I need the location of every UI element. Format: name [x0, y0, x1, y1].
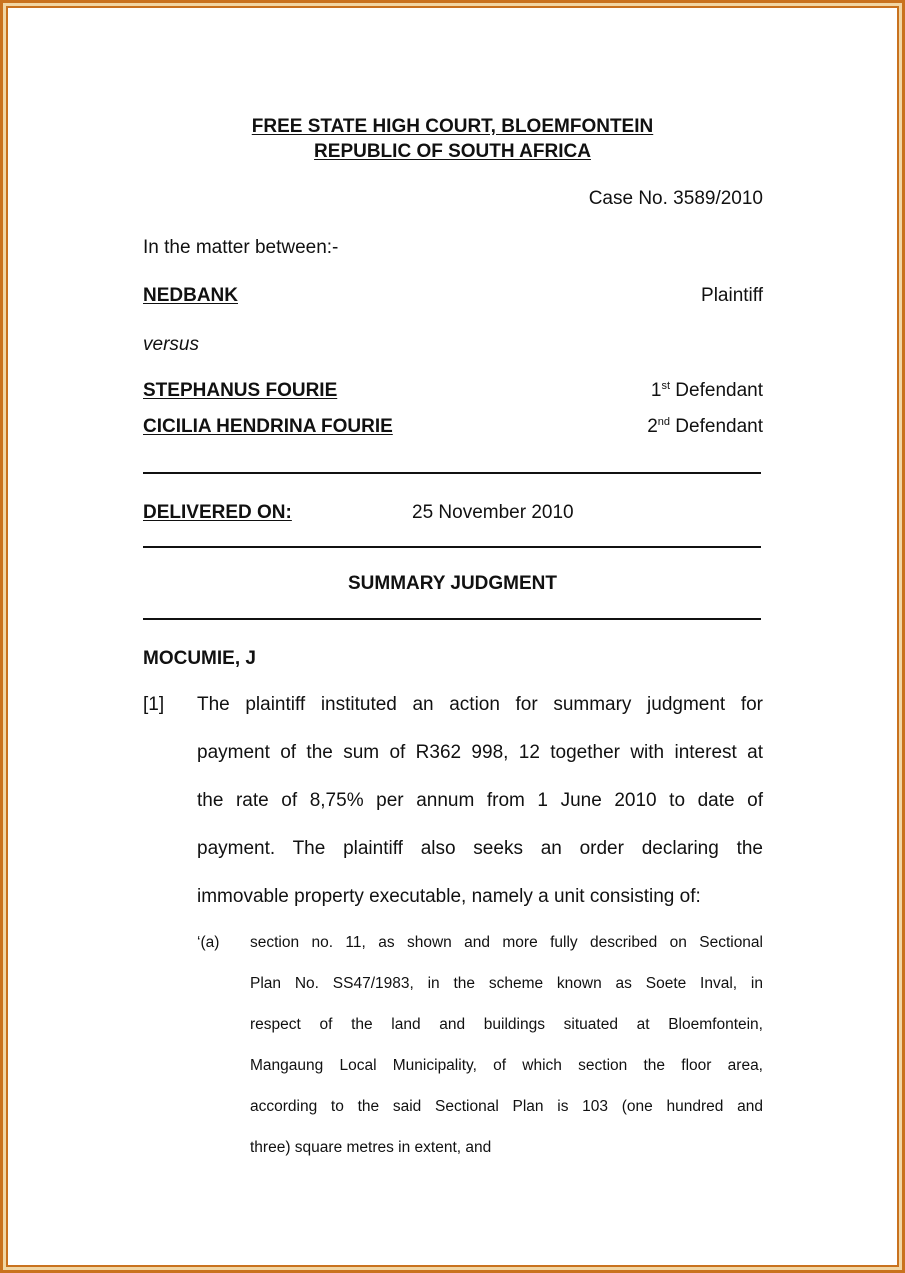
subparagraph-line: three) square metres in extent, and — [250, 1139, 492, 1156]
paragraph-line: payment of the sum of R362 998, 12 together with interest at — [197, 742, 763, 763]
case-number: Case No. 3589/2010 — [588, 188, 763, 209]
defendant2-role: 2nd Defendant — [647, 416, 763, 437]
subparagraph-line: Mangaung Local Municipality, of which section the floor area, — [250, 1057, 763, 1074]
divider — [143, 618, 761, 620]
paragraph-line: the rate of 8,75% per annum from 1 June 2010 to date of — [197, 790, 763, 811]
subparagraph-line: respect of the land and buildings situated at Bloemfontein, — [250, 1016, 763, 1033]
delivered-label: DELIVERED ON: — [143, 502, 292, 523]
divider — [143, 472, 761, 474]
divider — [143, 546, 761, 548]
paragraph-line: payment. The plaintiff also seeks an order declaring the — [197, 838, 763, 859]
judge-name: MOCUMIE, J — [143, 648, 256, 669]
judgment-title: SUMMARY JUDGMENT — [347, 573, 557, 594]
delivered-date: 25 November 2010 — [412, 502, 574, 523]
court-name: FREE STATE HIGH COURT, BLOEMFONTEIN — [251, 116, 654, 137]
versus: versus — [143, 334, 199, 355]
paragraph-line: The plaintiff instituted an action for summary judgment for — [197, 694, 763, 715]
paragraph-line: immovable property executable, namely a unit consisting of: — [197, 886, 701, 907]
subparagraph-line: according to the said Sectional Plan is 103 (one hundred and — [250, 1098, 763, 1115]
defendant1-name: STEPHANUS FOURIE — [143, 380, 338, 401]
subparagraph-label: ‘(a) — [197, 934, 220, 951]
plaintiff-role: Plaintiff — [701, 285, 763, 306]
subparagraph-line: Plan No. SS47/1983, in the scheme known as Soete Inval, in — [250, 975, 763, 992]
defendant2-name: CICILIA HENDRINA FOURIE — [143, 416, 393, 437]
defendant1-role: 1st Defendant — [650, 380, 763, 401]
paragraph-number: [1] — [143, 694, 165, 715]
subparagraph-line: section no. 11, as shown and more fully described on Sectional — [250, 934, 763, 951]
page-border-innermost — [6, 6, 899, 1267]
matter-between: In the matter between:- — [143, 237, 339, 258]
plaintiff-name: NEDBANK — [143, 285, 238, 306]
court-country: REPUBLIC OF SOUTH AFRICA — [314, 141, 591, 162]
